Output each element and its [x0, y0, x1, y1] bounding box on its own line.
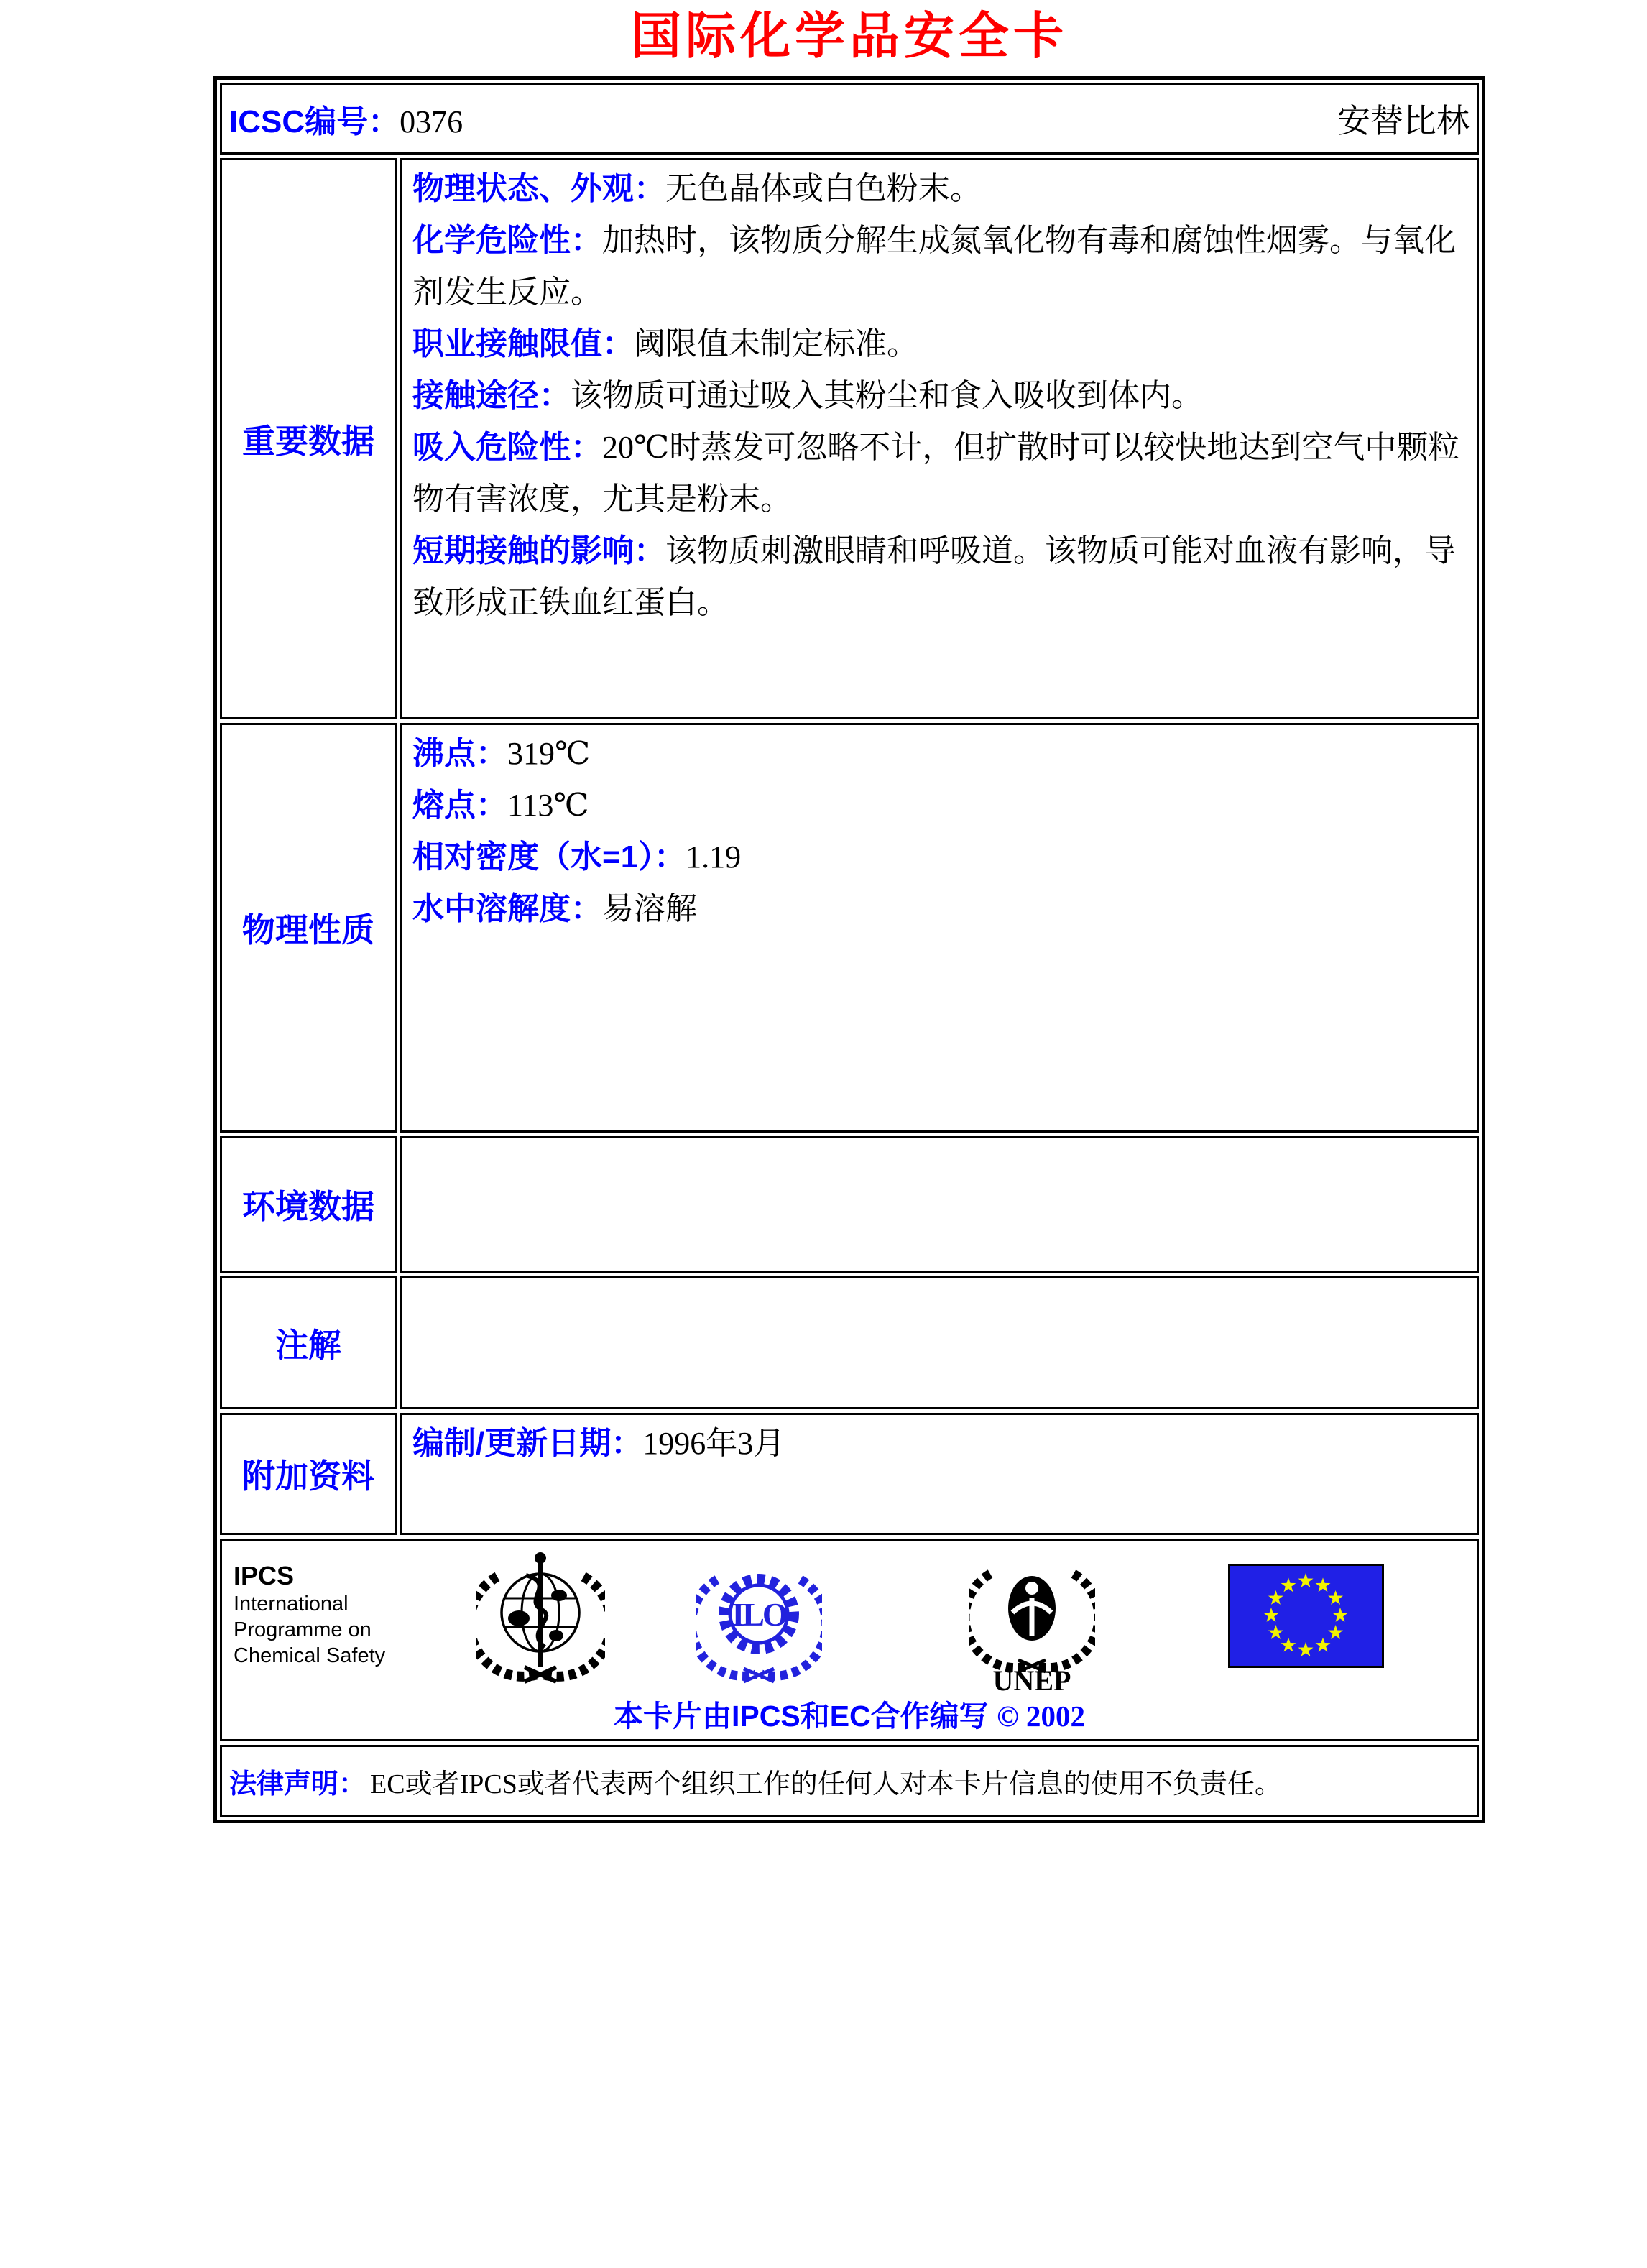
unep-logo-icon — [969, 1546, 1095, 1694]
environment-data-row — [220, 1136, 1479, 1273]
section-title-notes: 注解 — [275, 1326, 341, 1364]
legal-label: 法律声明： — [229, 1769, 366, 1799]
icsc-number-label: ICSC编号： — [229, 104, 400, 139]
legal-cell — [220, 1745, 1479, 1817]
important-item: 化学危险性：加热时，该物质分解生成氮氧化物有毒和腐蚀性烟雾。与氧化剂发生反应。 — [412, 223, 1456, 310]
unep-logo-text: UNEP — [992, 1664, 1071, 1694]
credit-text: 本卡片由IPCS和EC合作编写 — [614, 1700, 989, 1733]
who-logo-icon — [476, 1546, 605, 1684]
logos-row — [220, 1539, 1479, 1741]
chemical-name: 安替比林 — [1337, 103, 1470, 139]
legal-row — [220, 1745, 1479, 1817]
important-item: 接触途径：该物质可通过吸入其粉尘和食入吸收到体内。 — [412, 378, 1203, 413]
environment-data-content — [400, 1136, 1479, 1273]
important-item: 短期接触的影响：该物质刺激眼睛和呼吸道。该物质可能对血液有影响，导致形成正铁血红蛋白。 — [412, 533, 1456, 620]
page-title-wrap — [213, 6, 1485, 66]
physical-item: 相对密度（水=1）：1.19 — [412, 839, 742, 875]
important-item: 吸入危险性：20℃时蒸发可忽略不计，但扩散时可以较快地达到空气中颗粒物有害浓度，尤其是粉末。 — [412, 430, 1460, 517]
ipcs-acronym: IPCS — [234, 1561, 295, 1590]
header-cell — [220, 83, 1479, 155]
important-data-label-cell — [220, 158, 397, 719]
important-data-row — [220, 158, 1479, 719]
notes-row — [220, 1276, 1479, 1409]
section-title-important: 重要数据 — [242, 422, 374, 460]
notes-content — [400, 1276, 1479, 1409]
physical-item: 水中溶解度：易溶解 — [412, 891, 697, 926]
ilo-logo-text: ILO — [732, 1596, 786, 1633]
section-title-physical: 物理性质 — [242, 911, 374, 949]
physical-properties-row — [220, 723, 1479, 1133]
legal-text: EC或者IPCS或者代表两个组织工作的任何人对本卡片信息的使用不负责任。 — [370, 1769, 1282, 1799]
physical-properties-label-cell — [220, 723, 397, 1133]
credit-line — [222, 1692, 1477, 1735]
update-date: 编制/更新日期：1996年3月 — [412, 1426, 785, 1461]
ipcs-line3: Chemical Safety — [234, 1644, 386, 1667]
header-row — [220, 83, 1479, 155]
section-title-environment: 环境数据 — [242, 1188, 374, 1225]
safety-card-table — [213, 76, 1485, 1823]
additional-info-row — [220, 1413, 1479, 1535]
logos-cell — [220, 1539, 1479, 1741]
important-data-content — [400, 158, 1479, 719]
credit-year: © 2002 — [997, 1700, 1085, 1733]
environment-data-label-cell — [220, 1136, 397, 1273]
section-title-additional: 附加资料 — [242, 1457, 374, 1495]
ilo-logo-icon — [696, 1551, 822, 1684]
additional-info-label-cell — [220, 1413, 397, 1535]
icsc-number-value: 0376 — [400, 104, 463, 139]
physical-item: 沸点：319℃ — [412, 736, 591, 771]
additional-info-content — [400, 1413, 1479, 1535]
ipcs-line1: International — [234, 1592, 349, 1615]
eu-flag-icon — [1228, 1564, 1384, 1668]
ipcs-line2: Programme on — [234, 1618, 372, 1641]
ipcs-text-block — [234, 1561, 385, 1669]
notes-label-cell — [220, 1276, 397, 1409]
important-item: 物理状态、外观：无色晶体或白色粉末。 — [412, 171, 982, 206]
page-title: 国际化学品安全卡 — [631, 8, 1068, 64]
physical-item: 熔点：113℃ — [412, 788, 589, 823]
physical-properties-content — [400, 723, 1479, 1133]
icsc-number — [229, 96, 463, 142]
important-item: 职业接触限值：阈限值未制定标准。 — [412, 326, 918, 361]
